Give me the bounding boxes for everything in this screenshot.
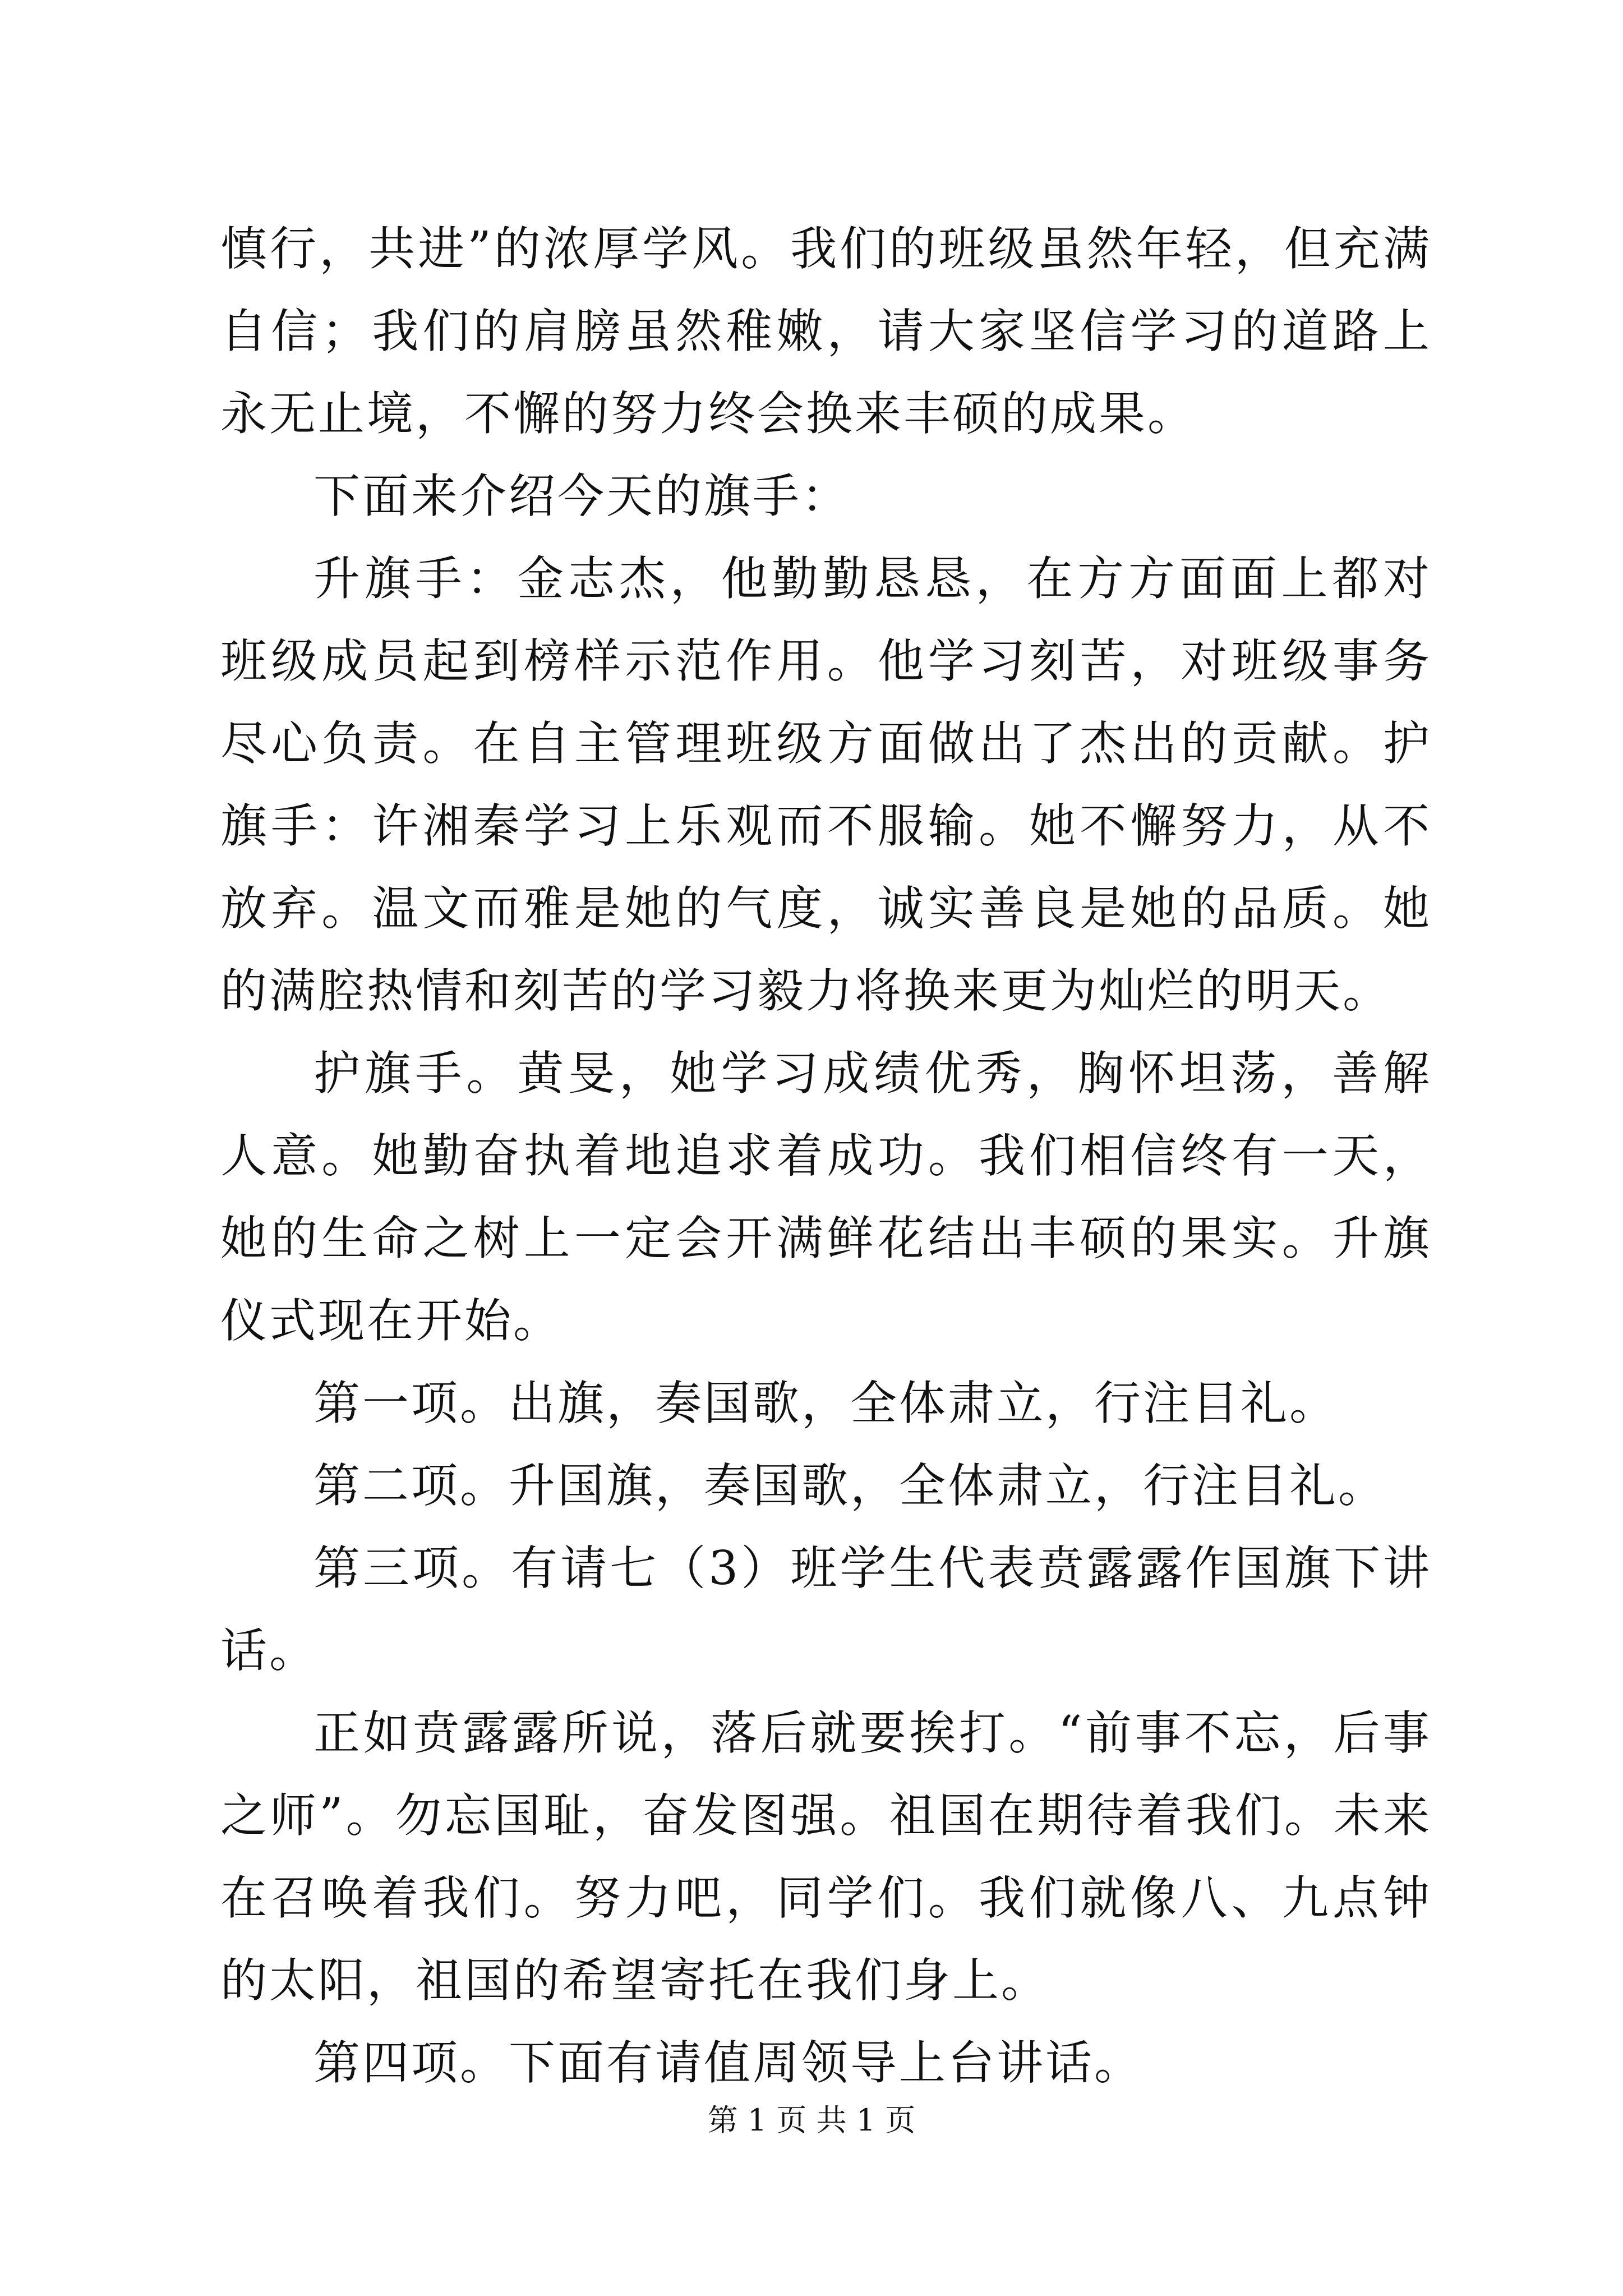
paragraph-3: 升旗手：金志杰，他勤勤恳恳，在方方面面上都对班级成员起到榜样示范作用。他学习刻苦，对班级事务尽心负责。在自主管理班级方面做出了杰出的贡献。护旗手：许湘秦学习上乐观而不服输。她不懈努力，从不放弃。温文而雅是她的气度，诚实善良是她的品质。她的满腔热情和刻苦的学习毅力将换来更为灿烂的明天。 [220,551,1432,1018]
paragraph-4: 护旗手。黄旻，她学习成绩优秀，胸怀坦荡，善解人意。她勤奋执着地追求着成功。我们相信终有一天，她的生命之树上一定会开满鲜花结出丰硕的果实。升旗仪式现在开始。 [220,1046,1432,1348]
paragraph-1: 慎行，共进”的浓厚学风。我们的班级虽然年轻，但充满自信；我们的肩膀虽然稚嫩，请大家坚信学习的道路上永无止境，不懈的努力终会换来丰硕的成果。 [220,222,1432,441]
paragraph-6: 第二项。升国旗，奏国歌，全体肃立，行注目礼。 [313,1458,1387,1513]
page-footer: 第 1 页 共 1 页 [707,2102,916,2138]
paragraph-7: 第三项。有请七（3）班学生代表贲露露作国旗下讲话。 [220,1541,1432,1678]
paragraph-2: 下面来介绍今天的旗手： [313,469,850,523]
paragraph-8: 正如贲露露所说，落后就要挨打。“前事不忘，后事之师”。勿忘国耻，奋发图强。祖国在期待着我们。未来在召唤着我们。努力吧，同学们。我们就像八、九点钟的太阳，祖国的希望寄托在我们身上。 [220,1706,1432,2008]
paragraph-5: 第一项。出旗，奏国歌，全体肃立，行注目礼。 [313,1376,1338,1430]
body-text [220,208,1432,2104]
paragraph-9: 第四项。下面有请值周领导上台讲话。 [313,2036,1143,2090]
